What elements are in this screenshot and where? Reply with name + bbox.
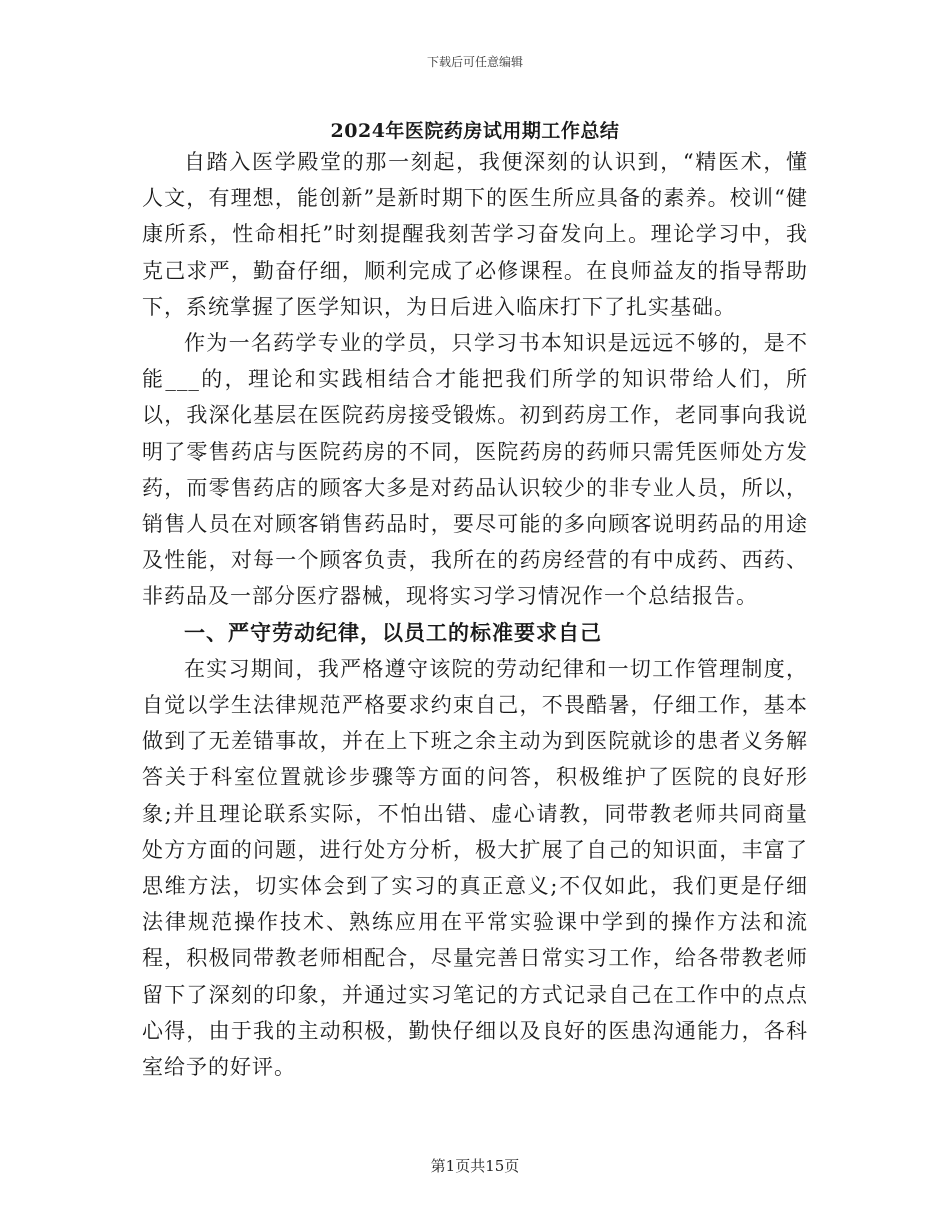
document-body bbox=[142, 144, 808, 1085]
paragraph-intro: 自踏入医学殿堂的那一刻起，我便深刻的认识到，“精医术，懂人文，有理想，能创新”是新时期下的医生所应具备的素养。校训“健康所系，性命相托”时刻提醒我刻苦学习奋发向上。理论学习中，我克己求严，勤奋仔细，顺利完成了必修课程。在良师益友的指导帮助下，系统掌握了医学知识，为日后进入临床打下了扎实基础。 bbox=[142, 150, 808, 319]
page-number: 第1页共15页 bbox=[430, 1157, 520, 1175]
paragraph-pharmacy: 作为一名药学专业的学员，只学习书本知识是远远不够的，是不能___的，理论和实践相结合才能把我们所学的知识带给人们，所以，我深化基层在医院药房接受锻炼。初到药房工作，老同事向我说明了零售药店与医院药房的不同，医院药房的药师只需凭医师处方发药，而零售药店的顾客大多是对药品认识较少的非专业人员，所以，销售人员在对顾客销售药品时，要尽可能的多向顾客说明药品的用途及性能，对每一个顾客负责，我所在的药房经营的有中成药、西药、非药品及一部分医疗器械，现将实习学习情况作一个总结报告。 bbox=[142, 331, 808, 609]
paragraph-discipline: 在实习期间，我严格遵守该院的劳动纪律和一切工作管理制度，自觉以学生法律规范严格要求约束自己，不畏酷暑，仔细工作，基本做到了无差错事故，并在上下班之余主动为到医院就诊的患者义务解答关于科室位置就诊步骤等方面的问答，积极维护了医院的良好形象;并且理论联系实际，不怕出错、虚心请教，同带教老师共同商量处方方面的问题，进行处方分析，极大扩展了自己的知识面，丰富了思维方法，切实体会到了实习的真正意义;不仅如此，我们更是仔细法律规范操作技术、熟练应用在平常实验课中学到的操作方法和流程，积极同带教老师相配合，尽量完善日常实习工作，给各带教老师留下了深刻的印象，并通过实习笔记的方式记录自己在工作中的点点心得，由于我的主动积极，勤快仔细以及良好的医患沟通能力，各科室给予的好评。 bbox=[142, 656, 808, 1080]
document-title: 2024年医院药房试用期工作总结 bbox=[330, 120, 620, 142]
section-heading-discipline: 一、严守劳动纪律，以员工的标准要求自己 bbox=[184, 619, 602, 645]
header-note: 下载后可任意编辑 bbox=[426, 55, 523, 69]
